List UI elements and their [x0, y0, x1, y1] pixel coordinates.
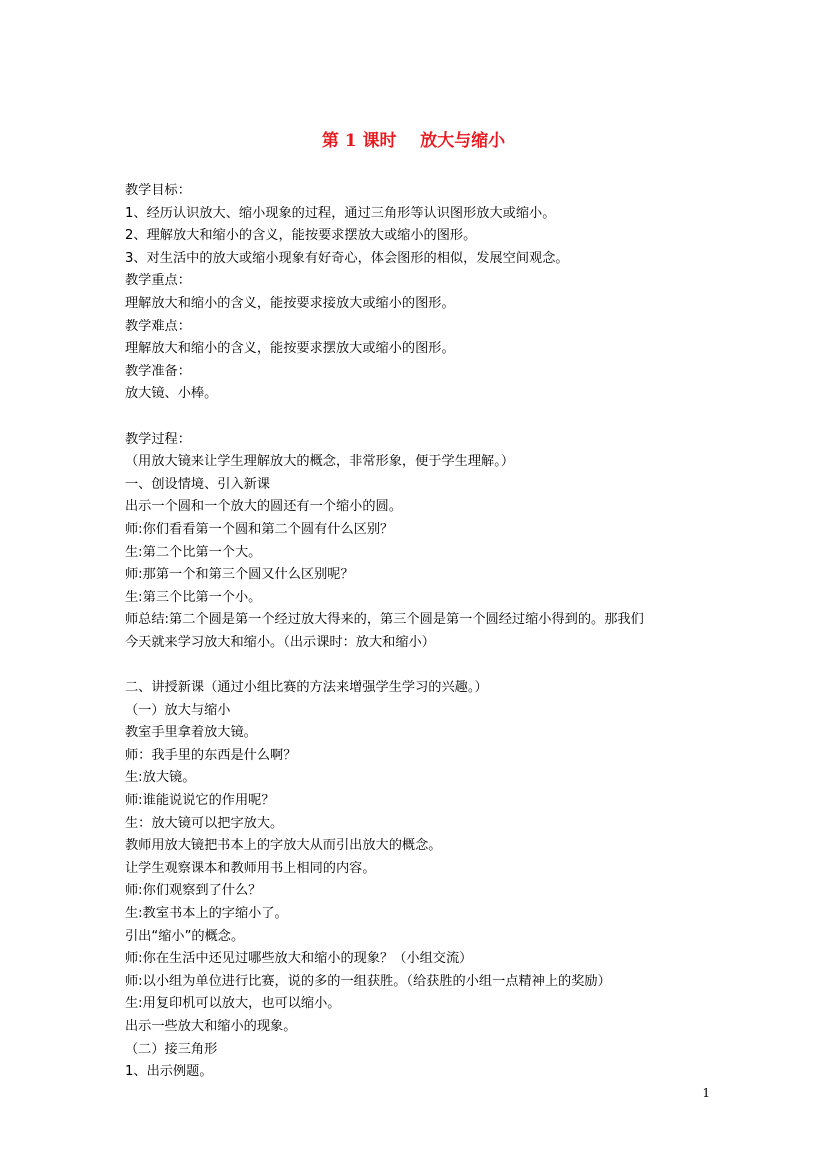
- text-line: 师:你们观察到了什么？: [125, 883, 262, 899]
- text-line: 让学生观察课本和教师用书上相同的内容。: [125, 860, 376, 876]
- text-line: 师:谁能说说它的作用呢？: [125, 793, 275, 809]
- text-line: 教学难点：: [125, 318, 191, 334]
- page-number: 1: [702, 1086, 710, 1100]
- text-line: 3、对生活中的放大或缩小现象有好奇心，体会图形的相似，发展空间观念。: [125, 250, 569, 266]
- text-line: 教学准备：: [125, 363, 191, 379]
- text-line: 放大镜、小棒。: [125, 386, 218, 402]
- text-line: 1、出示例题。: [125, 1064, 213, 1080]
- text-line: 生:放大镜。: [125, 770, 196, 786]
- text-line: 引出“缩小”的概念。: [125, 928, 245, 944]
- text-line: 师:以小组为单位进行比赛，说的多的一组获胜。（给获胜的小组一点精神上的奖励）: [125, 973, 611, 989]
- text-line: 2、理解放大和缩小的含义，能按要求摆放大或缩小的图形。: [125, 228, 477, 244]
- text-line: （用放大镜来让学生理解放大的概念，非常形象，便于学生理解。）: [125, 454, 515, 470]
- text-line: 生:第二个比第一个大。: [125, 544, 262, 560]
- text-line: 出示一些放大和缩小的现象。: [125, 1018, 297, 1034]
- section-heading: 二、讲授新课（通过小组比赛的方法来增强学生学习的兴趣。）: [125, 680, 488, 696]
- document-body: [125, 180, 715, 1084]
- text-line: 生:教室书本上的字缩小了。: [125, 906, 288, 921]
- text-line: 师总结:第二个圆是第一个经过放大得来的，第三个圆是第一个圆经过缩小得到的。那我们: [125, 612, 644, 628]
- text-line: 教学过程：: [125, 431, 191, 447]
- text-line: 师:你在生活中还见过哪些放大和缩小的现象？（小组交流）: [125, 951, 473, 967]
- text-line: 教师用放大镜把书本上的字放大从而引出放大的概念。: [125, 838, 442, 854]
- text-line: 生:用复印机可以放大，也可以缩小。: [125, 996, 341, 1012]
- text-line: 今天就来学习放大和缩小。（出示课时：放大和缩小）: [125, 634, 435, 650]
- page-title: 第 1 课时 放大与缩小: [321, 131, 506, 151]
- text-line: 教学目标：: [125, 183, 191, 198]
- section-heading: 一、创设情境、引入新课: [125, 476, 271, 492]
- text-line: 理解放大和缩小的含义，能按要求接放大或缩小的图形。: [125, 295, 455, 311]
- text-line: 理解放大和缩小的含义，能按要求摆放大或缩小的图形。: [125, 341, 455, 357]
- blank-line: [125, 406, 715, 429]
- text-line: 生：放大镜可以把字放大。: [125, 815, 284, 831]
- subsection-heading: （二）接三角形: [125, 1041, 218, 1057]
- text-line: 生:第三个比第一个小。: [125, 589, 262, 605]
- subsection-heading: （一）放大与缩小: [125, 702, 231, 718]
- text-line: 1、经历认识放大、缩小现象的过程，通过三角形等认识图形放大或缩小。: [125, 205, 556, 221]
- text-line: 师:你们看看第一个圆和第二个圆有什么区别？: [125, 521, 394, 537]
- text-line: 师:那第一个和第三个圆又什么区别呢？: [125, 567, 354, 583]
- blank-line: [125, 654, 715, 677]
- text-line: 教学重点：: [125, 273, 191, 289]
- text-line: 教室手里拿着放大镜。: [125, 725, 257, 741]
- text-line: 师：我手里的东西是什么啊？: [125, 747, 297, 763]
- text-line: 出示一个圆和一个放大的圆还有一个缩小的圆。: [125, 499, 402, 515]
